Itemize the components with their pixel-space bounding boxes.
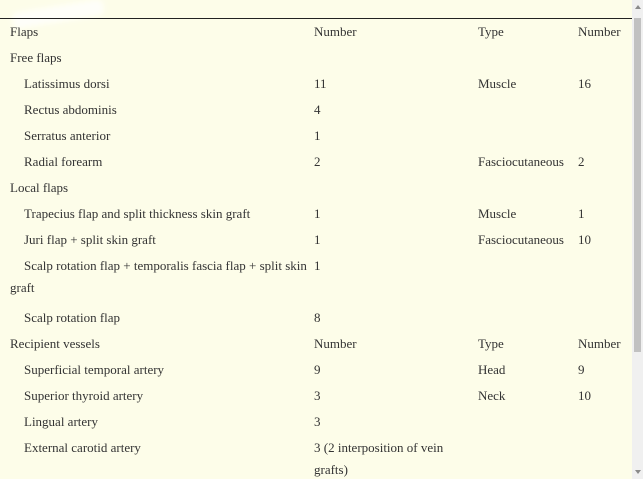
flap-type: Fasciocutaneous	[478, 232, 564, 247]
flap-number: 11	[314, 76, 327, 91]
vessel-number: 9	[314, 362, 321, 377]
table-row	[0, 383, 632, 409]
flap-type-count: 2	[578, 154, 585, 169]
table-row	[0, 123, 632, 149]
flap-number: 8	[314, 310, 321, 325]
table-row	[0, 71, 632, 97]
flap-name: Rectus abdominis	[24, 102, 117, 117]
flap-type-count: 10	[578, 232, 591, 247]
flap-type: Muscle	[478, 76, 517, 91]
flap-type-count: 16	[578, 76, 591, 91]
section-row	[0, 175, 632, 201]
vessel-type-count	[576, 435, 632, 479]
flap-name: Trapecius flap and split thickness skin graft	[24, 206, 251, 221]
vessel-name: Superficial temporal artery	[24, 362, 165, 377]
flap-name: Scalp rotation flap + temporalis fascia flap + split skin graft	[10, 258, 307, 295]
scroll-up-arrow-icon[interactable]	[635, 5, 641, 9]
flap-number: 4	[314, 102, 321, 117]
vessel-name: Lingual artery	[24, 414, 98, 429]
flap-name: Serratus anterior	[24, 128, 111, 143]
flap-name: Radial forearm	[24, 154, 103, 169]
flap-number: 2	[314, 154, 321, 169]
vessel-name: Superior thyroid artery	[24, 388, 144, 403]
header-number-2: Number	[578, 24, 621, 39]
flap-type	[476, 253, 576, 305]
table-row	[0, 357, 632, 383]
vessel-number: 3	[314, 414, 321, 429]
table-row	[0, 435, 632, 479]
table-header-row	[0, 19, 632, 45]
vessel-type-count: 9	[578, 362, 585, 377]
header-recipient-vessels: Recipient vessels	[10, 336, 100, 351]
vessel-number: 3	[314, 388, 321, 403]
flap-number: 1	[314, 128, 321, 143]
vessel-type: Neck	[478, 388, 506, 403]
flap-number: 1	[314, 232, 321, 247]
header-vessel-type: Type	[478, 336, 504, 351]
vessels-header-row	[0, 331, 632, 357]
scrollbar-thumb[interactable]	[634, 18, 641, 352]
table-row	[0, 305, 632, 331]
header-vessel-number: Number	[314, 336, 357, 351]
flap-name: Juri flap + split skin graft	[24, 232, 156, 247]
section-local-flaps: Local flaps	[10, 180, 69, 195]
section-row	[0, 45, 632, 71]
flap-type: Muscle	[478, 206, 517, 221]
vessel-type	[476, 409, 576, 435]
flaps-table	[0, 19, 632, 479]
flap-type-count	[576, 123, 632, 149]
header-vessel-number-2: Number	[578, 336, 621, 351]
table-row	[0, 149, 632, 175]
header-flaps: Flaps	[10, 24, 39, 39]
vessel-number: 3 (2 interposition of vein grafts)	[314, 440, 444, 477]
table-row	[0, 97, 632, 123]
table-row	[0, 227, 632, 253]
vessel-type-count	[576, 409, 632, 435]
header-type: Type	[478, 24, 504, 39]
vessel-type	[476, 435, 576, 479]
vertical-scrollbar[interactable]	[632, 0, 643, 479]
vessel-name: External carotid artery	[24, 440, 141, 455]
flap-type-count	[576, 305, 632, 331]
section-free-flaps: Free flaps	[10, 50, 62, 65]
table-row	[0, 409, 632, 435]
flap-type-count: 1	[578, 206, 585, 221]
flap-type	[476, 97, 576, 123]
flap-number: 1	[314, 206, 321, 221]
vessel-type: Head	[478, 362, 506, 377]
flap-type	[476, 123, 576, 149]
flap-type: Fasciocutaneous	[478, 154, 564, 169]
flap-name: Latissimus dorsi	[24, 76, 110, 91]
table-row	[0, 253, 632, 305]
flap-type	[476, 305, 576, 331]
flap-name: Scalp rotation flap	[24, 310, 121, 325]
scroll-down-arrow-icon[interactable]	[635, 470, 641, 474]
flap-number: 1	[314, 258, 321, 273]
vessel-type-count: 10	[578, 388, 591, 403]
table-row	[0, 201, 632, 227]
flap-type-count	[576, 97, 632, 123]
header-number: Number	[314, 24, 357, 39]
flap-type-count	[576, 253, 632, 305]
